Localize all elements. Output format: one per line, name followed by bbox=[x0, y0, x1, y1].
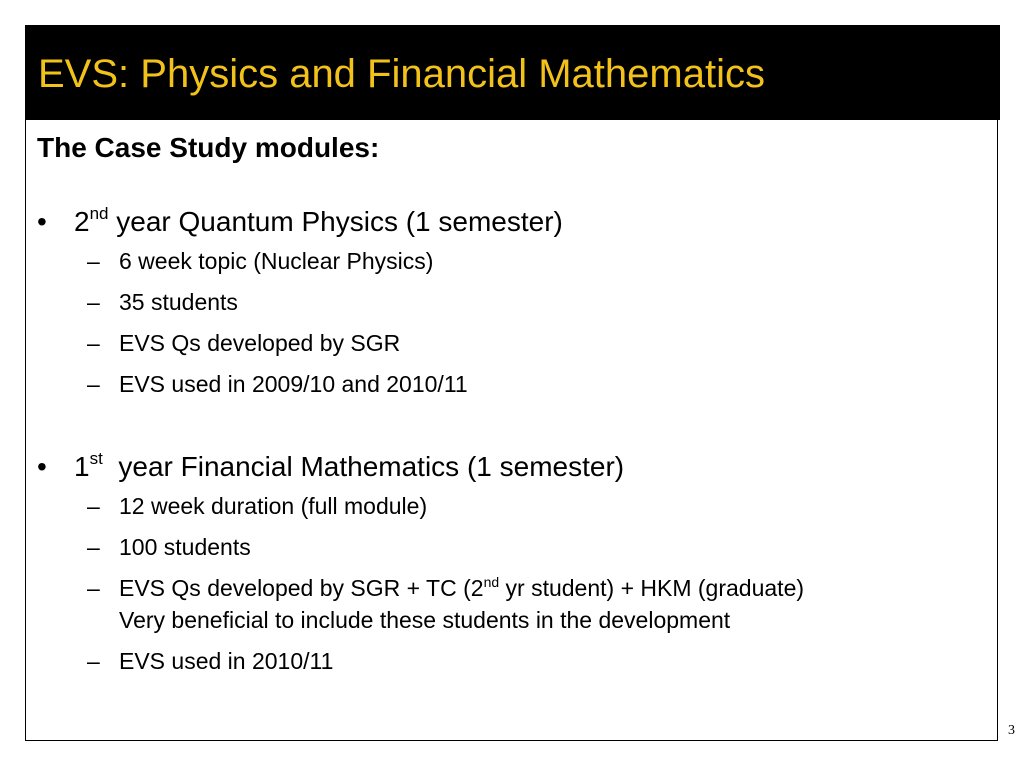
sub-item bbox=[37, 574, 992, 635]
sub-item-text: 35 students bbox=[119, 289, 238, 315]
sub-item-text: EVS Qs developed by SGR + TC (2 bbox=[119, 575, 484, 601]
sub-item-text: 12 week duration (full module) bbox=[119, 493, 428, 519]
sub-item-text: EVS Qs developed by SGR bbox=[119, 330, 401, 356]
bullet-financial-mathematics bbox=[37, 449, 992, 489]
sub-item bbox=[37, 647, 992, 676]
sub-item bbox=[37, 533, 992, 562]
year-number: 1 bbox=[74, 451, 90, 482]
dash-marker: – bbox=[87, 289, 100, 315]
sub-item bbox=[37, 370, 992, 399]
sub-item-text: 100 students bbox=[119, 534, 251, 560]
sub-item-text: EVS used in 2009/10 and 2010/11 bbox=[119, 371, 468, 397]
sub-item-text: 6 week topic (Nuclear Physics) bbox=[119, 248, 434, 274]
sub-item bbox=[37, 329, 992, 358]
sub-item bbox=[37, 247, 992, 276]
sub-item-continuation: Very beneficial to include these students in the development bbox=[119, 607, 731, 633]
bullet-quantum-physics bbox=[37, 204, 992, 244]
slide-title: EVS: Physics and Financial Mathematics bbox=[38, 52, 765, 96]
bullet-marker: • bbox=[37, 451, 47, 482]
ordinal-suffix: st bbox=[89, 449, 103, 468]
bullet-text: year Quantum Physics (1 semester) bbox=[108, 206, 563, 237]
dash-marker: – bbox=[87, 534, 100, 560]
ordinal-suffix: nd bbox=[89, 204, 109, 223]
dash-marker: – bbox=[87, 330, 100, 356]
year-number: 2 bbox=[74, 206, 90, 237]
sub-item-text: EVS used in 2010/11 bbox=[119, 648, 334, 674]
dash-marker: – bbox=[87, 575, 100, 601]
title-bar bbox=[25, 25, 1000, 120]
dash-marker: – bbox=[87, 371, 100, 397]
page-number: 3 bbox=[1008, 723, 1015, 738]
dash-marker: – bbox=[87, 248, 100, 274]
ordinal-suffix: nd bbox=[483, 574, 500, 590]
slide-content bbox=[37, 128, 992, 676]
sub-item-text: yr student) + HKM (graduate) bbox=[499, 575, 805, 601]
dash-marker: – bbox=[87, 648, 100, 674]
dash-marker: – bbox=[87, 493, 100, 519]
sub-item bbox=[37, 492, 992, 521]
bullet-text: year Financial Mathematics (1 semester) bbox=[102, 451, 625, 482]
section-heading: The Case Study modules: bbox=[37, 132, 380, 163]
sub-item bbox=[37, 288, 992, 317]
bullet-marker: • bbox=[37, 206, 47, 237]
